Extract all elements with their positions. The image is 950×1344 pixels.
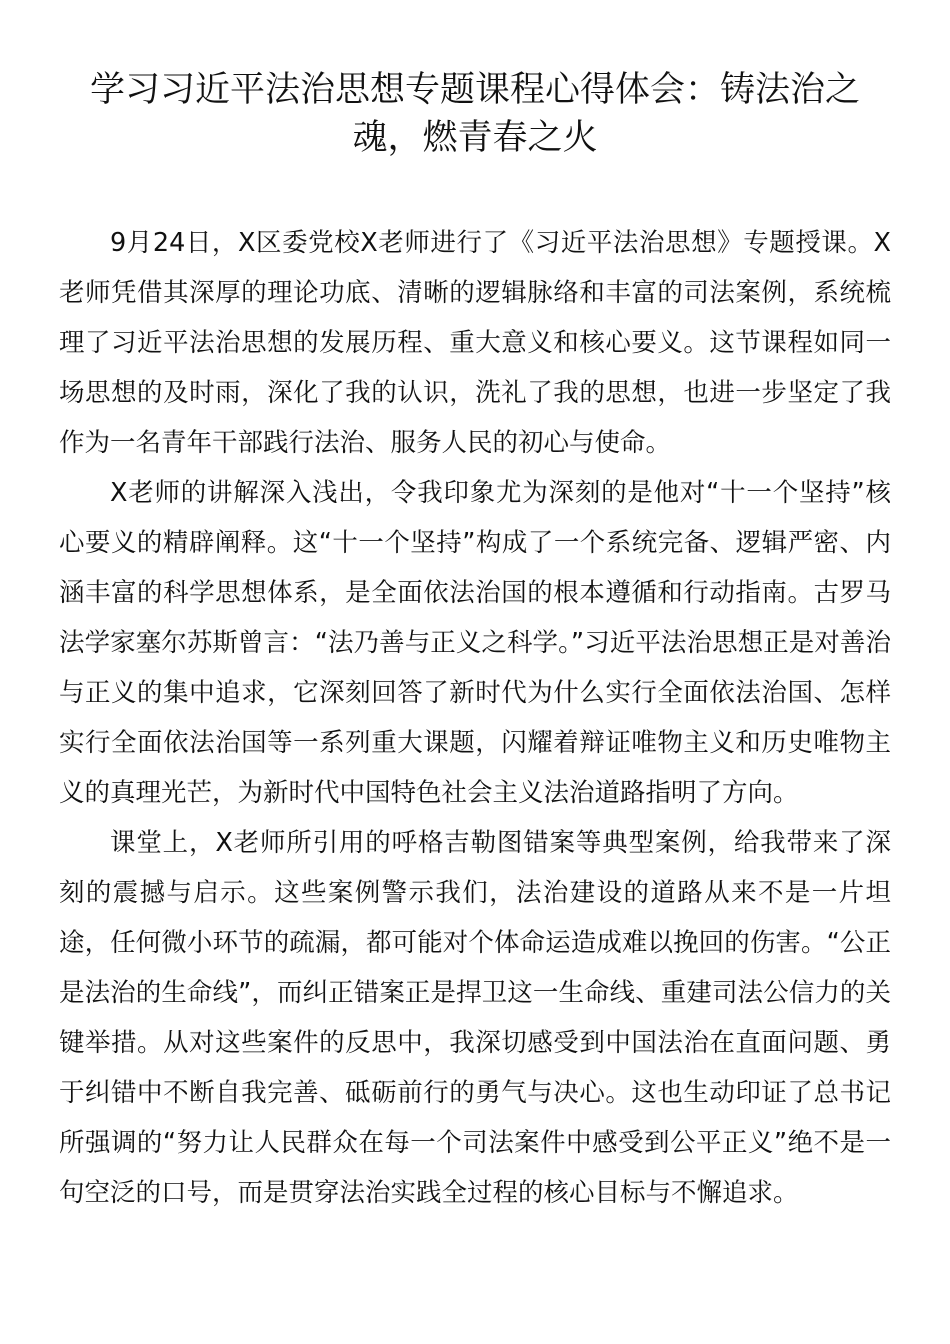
document-title: 学习习近平法治思想专题课程心得体会：铸法治之魂，燃青春之火 <box>89 70 860 158</box>
paragraph-3: 课堂上，X老师所引用的呼格吉勒图错案等典型案例，给我带来了深刻的震撼与启示。这些案例警示我们，法治建设的道路从来不是一片坦途，任何微小环节的疏漏，都可能对个体命运造成难以挽回的伤害。“公正是法治的生命线”，而纠正错案正是捍卫这一生命线、重建司法公信力的关键举措。从对这些案件的反思中，我深切感受到中国法治在直面问题、勇于纠错中不断自我完善、砥砺前行的勇气与决心。这也生动印证了总书记所强调的“努力让人民群众在每一个司法案件中感受到公平正义”绝不是一句空泛的口号，而是贯穿法治实践全过程的核心目标与不懈追求。 <box>59 828 891 1208</box>
paragraph-1: 9月24日，X区委党校X老师进行了《习近平法治思想》专题授课。X老师凭借其深厚的理论功底、清晰的逻辑脉络和丰富的司法案例，系统梳理了习近平法治思想的发展历程、重大意义和核心要义。这节课程如同一场思想的及时雨，深化了我的认识，洗礼了我的思想，也进一步坚定了我作为一名青年干部践行法治、服务人民的初心与使命。 <box>59 228 891 458</box>
paragraph-2: X老师的讲解深入浅出，令我印象尤为深刻的是他对“十一个坚持”核心要义的精辟阐释。这“十一个坚持”构成了一个系统完备、逻辑严密、内涵丰富的科学思想体系，是全面依法治国的根本遵循和行动指南。古罗马法学家塞尔苏斯曾言：“法乃善与正义之科学。”习近平法治思想正是对善治与正义的集中追求，它深刻回答了新时代为什么实行全面依法治国、怎样实行全面依法治国等一系列重大课题，闪耀着辩证唯物主义和历史唯物主义的真理光芒，为新时代中国特色社会主义法治道路指明了方向。 <box>59 478 891 808</box>
document-body <box>59 218 891 1218</box>
